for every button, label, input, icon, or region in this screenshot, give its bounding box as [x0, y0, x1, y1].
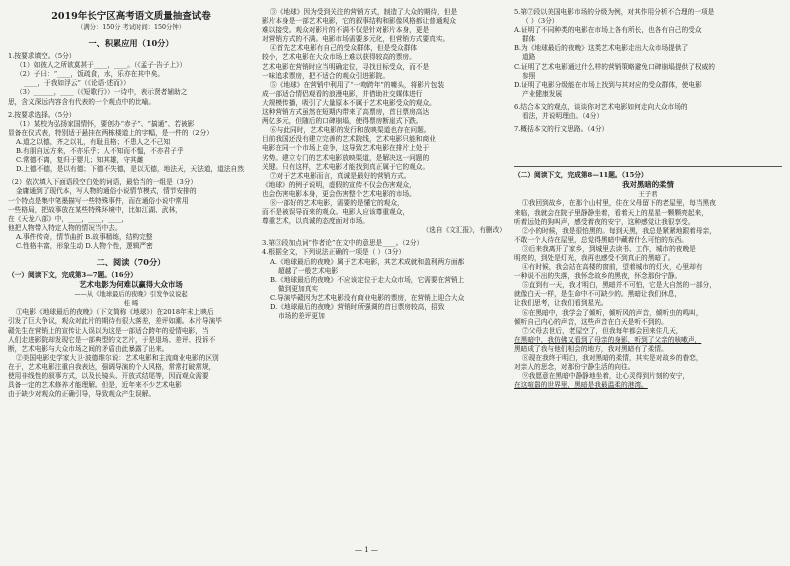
q3-line: 他把人物带入特定人物的情况当中去。	[8, 223, 122, 232]
article-line: 在于，艺术电影注重自我表达，强调导演的个人风格，常常打破常规，	[8, 362, 216, 371]
article-line: ⑧一部好的艺术电影，需要的是懂它的观众，	[270, 198, 404, 207]
article2-line: ⑥在黑暗中，我学会了倾听，倾听风的声音，倾听虫的鸣叫，	[522, 308, 703, 317]
q6-line: 看法，并说明理由。（4分）	[522, 112, 604, 121]
article2-line: ②小的时候，我是很怕黑的。每到天黑，我总是紧紧地跟着母亲，	[522, 226, 716, 235]
question-2b	[8, 178, 254, 251]
q5-line: （ ）（3分）	[522, 17, 559, 26]
article-line: ④首先艺术电影有自己的受众群体，但是受众群体	[270, 44, 418, 53]
question-6	[514, 103, 782, 121]
article-line: 具备一定的艺术修养才能理解。但是，近年来不少艺术电影	[8, 381, 182, 390]
column-left	[8, 8, 254, 558]
q5-option: 参照	[522, 71, 536, 80]
q1-line: （3）______，____（《短歌行》）一诗中，表示贤者辅助之	[16, 88, 188, 97]
article2-line: 对亲人的思念，对那份宁静生活的向往。	[514, 363, 635, 372]
q3-stem: 3.第③段加点词“作者论”在文中的意思是____。（2分）	[262, 239, 424, 248]
divider	[514, 166, 782, 167]
article-line: 赣先生在营销上的宣传让人误以为这是一部适合跨年的爱情电影，当	[8, 326, 209, 335]
article-line: 这种营销方式虽然在短期内带来了高票房，首日票房高达	[262, 108, 430, 117]
q5-option: 道路	[522, 53, 536, 62]
q1-line: 1.按要求填空。（5分）	[8, 52, 76, 61]
article-line: ⑤《地球》在营销中利用了“一吻跨年”的噱头，将影片包装	[270, 80, 445, 89]
article2-line: ③后来我离开了家乡，到城里去读书、工作，城市的夜晚是	[522, 244, 696, 253]
q5-option: D.证明了电影分级能在市场上找到与其对应的受众群体，使电影	[514, 80, 702, 89]
q3-option: A.事件传奇，情节曲折 B.故事精练，结构完整	[16, 232, 153, 241]
q4-option: C.导演毕赣因为艺术电影没有商业电影的票房，在营销上迎合大众	[270, 293, 465, 302]
article-line: 尊重艺术，以真诚的态度面对市场。	[262, 217, 369, 226]
article-line: 劣势。建立专门的艺术电影放映渠道，是解决这一问题的	[262, 153, 430, 162]
article2-line: ①我回到故乡，在那个山村里，住在父母留下的老屋里，每当黑夜	[522, 199, 716, 208]
q3-line: 金庸通到了现代本，写人物的通俗小说情节模式，情节安排的	[16, 187, 197, 196]
q5-option: A.证明了不同种类的电影在市场上各有所长，也各有自己的受众	[514, 26, 702, 35]
article-line: 艺术电影在营销时应当明确定位，寻找目标受众，而不是	[262, 62, 430, 71]
reading-1-instruction: （一）阅读下文，完成第3—7题。（16分）	[8, 271, 137, 280]
article-line: ⑥与此同时，艺术电影的发行和放映渠道也存在问题。	[270, 126, 431, 135]
q3-line: 一个特点是集中笔墨描写一些特殊事件，而在通俗小说中常用	[8, 196, 189, 205]
article-line: 较小，艺术电影在大众市场上难以获得较高的票房。	[262, 53, 416, 62]
q4-option: D.《地球最后的夜晚》营销时所强调的首日票房较高，招致	[270, 303, 445, 311]
column-right	[514, 8, 782, 558]
article2-line: 来临，我就会在院子里静静坐着，看着天上的星星一颗颗亮起来，	[514, 208, 708, 217]
question-5	[514, 8, 782, 99]
q1-line: （1）如彼人之所欲莫甚于____，____。（《孟子·告子上》）	[16, 61, 187, 70]
q2-option: B.有朋自远方来，不亦乐乎；人不知而不愠，不亦君子乎	[16, 147, 184, 156]
q4-option: 做到更加真实	[278, 284, 319, 293]
article-line: 由于缺少对观众的正确引导，导致观众产生误解。	[8, 390, 156, 399]
article2-line: ⑨我愿意在黑暗中静静地坐着，让心灵得到片刻的安宁，	[522, 372, 690, 381]
article-line: 断，艺术电影与大众市场之间的矛盾由此暴露了出来。	[8, 344, 169, 353]
q5-option: B.为《地球最后的夜晚》这类艺术电影走出大众市场提供了	[514, 44, 689, 53]
q2-line: （1）某校为弘扬家国情怀，要创办“赤子”、“搞通”、若被影	[16, 119, 195, 128]
article-body	[8, 308, 254, 399]
article2-line: 在这喧嚣的世界里，黑暗是我最温柔的港湾。	[514, 381, 648, 390]
q4-option: 市场的差评更加	[278, 312, 325, 321]
article2-author: 王子君	[638, 191, 658, 199]
q3-line: （2）依次填入下面语段空白处的词语，最恰当的一组是（3分）	[8, 178, 198, 187]
q5-line: 5.第⑦段以美国电影市场的分级为例，对其作用分析不合理的一项是	[514, 8, 715, 16]
article-line: 关键。只有这样，艺术电影才能找到真正属于它的观众。	[262, 162, 430, 171]
article2-line: ⑦父母去世后，老屋空了，但我每年都会回来住几天，	[522, 326, 683, 335]
article-title: 艺术电影为何难以赢得大众市场	[79, 280, 183, 290]
article-line: 一味追求票房，把不适合的观众引进影院。	[262, 71, 390, 80]
article-line: 两亿多元，但随后的口碑崩塌，使得票房断崖式下跌。	[262, 117, 423, 126]
q3-option: C.性格丰富，形象生动 D.人物个性，逻辑严密	[16, 241, 153, 250]
article2-line: ⑧现在我终于明白，我对黑暗的柔情，其实是对故乡的眷恋，	[522, 354, 703, 362]
page-number: — 1 —	[355, 546, 378, 554]
article2-line: 就像白天一样，是生命中不可缺少的。黑暗让我们休息，	[514, 290, 682, 299]
article-line: ①电影《地球最后的夜晚》（下文简称《地球》）在2018年末上映后	[16, 308, 214, 317]
q2-option: D.上德不德，是以有德；下德不失德，是以无德，地法天，天法道，道法自然	[16, 165, 244, 174]
question-7: 7.概括本文的行文思路。（4分）	[514, 125, 609, 134]
q1-line: 思，含义深远内容含有代表的一个观点中的比喻。	[8, 97, 156, 106]
q2-line: 2.按要求选择。（5分）	[8, 110, 76, 119]
article-line: 对营销方式的不满。电影市场需要多元化，但营销方式要真实。	[262, 35, 450, 44]
q3-line: 一些格局，把故事放在某些特殊环境中，比如江湖、武林，	[8, 205, 182, 214]
article-line: 引发了巨大争议，观众对此片的期待有很大落差，差评如潮。本片导演毕	[8, 317, 222, 326]
q2-option: A.道之以德，齐之以礼，有耻且格；不患人之不己知	[16, 137, 171, 146]
q4-option: 超越了一般艺术电影	[278, 266, 339, 275]
question-2	[8, 111, 254, 175]
article2-line: 不敢一个人待在屋里，总觉得黑暗中藏着什么可怕的东西。	[514, 235, 688, 244]
q4-option: B.《地球最后的夜晚》不应该定位于走大众市场，它需要在营销上	[270, 275, 465, 284]
article-line: 电影在同一个市场上竞争，这导致艺术电影在排片上处于	[262, 144, 430, 153]
article-author: 桂 晞	[123, 300, 139, 308]
q1-line: （2）子曰：“____，饭疏食，水，乐亦在其中矣。	[16, 70, 165, 79]
article2-body	[514, 199, 782, 390]
article-line: 难以接受。观众对影片的不满不仅是针对影片本身，更是	[262, 26, 430, 35]
question-1	[8, 52, 254, 107]
q4-stem: 4.根据全文，下列说法正确的一项是（ ）（3分）	[262, 248, 406, 257]
article-body-cont	[262, 8, 506, 226]
article2-line: 明亮的，到处是灯光，我再也感受不到真正的黑暗了。	[514, 253, 675, 262]
article-line: ⑦对于艺术电影而言，真诚是最好的营销方式。	[270, 171, 411, 180]
article-subtitle: ——从《地球最后的夜晚》引发争议说起	[74, 291, 188, 299]
q2-option: C.常德不离，复归于婴儿；知其雄，守其雌	[16, 156, 144, 165]
article2-line: 倾听自己内心的声音，这些声音在白天是听不到的。	[514, 317, 668, 326]
article-line: 《地球》的例子说明，虚假的宣传不仅会伤害观众，	[262, 180, 416, 189]
reading-2-instruction: （二）阅读下文，完成第8—11题。（15分）	[514, 171, 648, 180]
q5-option: 产业健康发展	[522, 89, 563, 98]
article-line: 人们走进影院却发现它是一部典型的文艺片，于是退场、差评、投诉不	[8, 335, 216, 344]
questions-3-4	[262, 239, 506, 321]
article2-title: 我对黑暗的柔情	[622, 180, 674, 190]
article2-line: 让我们思考，让我们看到星光。	[514, 299, 608, 308]
q2-line: 显备在仪式表，特别适于悬挂在两栋楼道上的字幅，是一件的（2分）	[8, 128, 213, 137]
article-line: ③《地球》因为受到关注的营销方式，制造了大众的期待，但是	[270, 8, 458, 16]
q6-line: 6.结合本文的观点，谈谈你对艺术电影如何走向大众市场的	[514, 102, 688, 111]
section-1-heading: 一、积累应用（10分）	[88, 38, 174, 49]
article-line: 目前我国还没有建立完善的艺术院线，艺术电影只能和商业	[262, 135, 436, 144]
column-middle	[262, 8, 506, 538]
article2-line: 在黑暗中，我仿佛又看到了母亲的身影，听到了父亲的咳嗽声，	[514, 335, 702, 344]
article-line: 而不是被误导而来的观众。电影人应该尊重观众，	[262, 208, 410, 217]
q5-option: C.证明了艺术电影通过什么样的营销策略避免口碑崩塌提供了权威的	[514, 62, 715, 71]
article2-line: 听着远处的狗叫声，感受着夜的安宁，这种感觉让我很享受。	[514, 217, 695, 226]
article2-line: ④有时候，我会站在高楼的窗前，望着城市的灯火，心里却有	[522, 263, 703, 272]
exam-title: 2019年长宁区高考语文质量抽查试卷	[51, 11, 211, 22]
section-2-heading: 二、阅读（70分）	[96, 257, 166, 268]
article-line: 大规模传播，吸引了大量原本不属于艺术电影受众的观众。	[262, 98, 436, 107]
article2-line: 黑暗成了我与他们相会的地方，我对黑暗有了柔情。	[514, 344, 668, 353]
q5-option: 群体	[522, 35, 536, 44]
article-source: （选自《文汇报》，有删改）	[422, 226, 506, 235]
q3-line: 在《天龙八部》中，____，____，____，	[8, 214, 129, 223]
article-line: 使用非线性的叙事方式，以及长镜头、开放式结尾等，因而观众需要	[8, 372, 209, 380]
article-line: 也会伤害电影本身，更会伤害整个艺术电影的市场。	[262, 189, 416, 198]
article-line: ②美国电影史学家大卫·波德维尔说：艺术电影和主流商业电影的区别	[16, 353, 219, 362]
q1-line: ____，于我如浮云”（《论语·述而》）	[24, 79, 130, 88]
article-line: 成一部适合情侣观看的浪漫电影，并借助社交媒体进行	[262, 89, 423, 98]
article2-line: ⑤直到有一天，我才明白，黑暗并不可怕，它是大自然的一部分，	[522, 281, 716, 290]
q4-option: A.《地球最后的夜晚》属于艺术电影，其艺术成就和盈利两方面都	[270, 257, 465, 266]
exam-subtitle: （满分：150分 考试时间：150分钟）	[77, 24, 185, 31]
article2-line: 一种说不出的失落，我怀念故乡的黑夜，怀念那份宁静。	[514, 272, 682, 281]
article-line: 影片本身是一部艺术电影，它的叙事结构和影像风格都让普通观众	[262, 17, 456, 26]
